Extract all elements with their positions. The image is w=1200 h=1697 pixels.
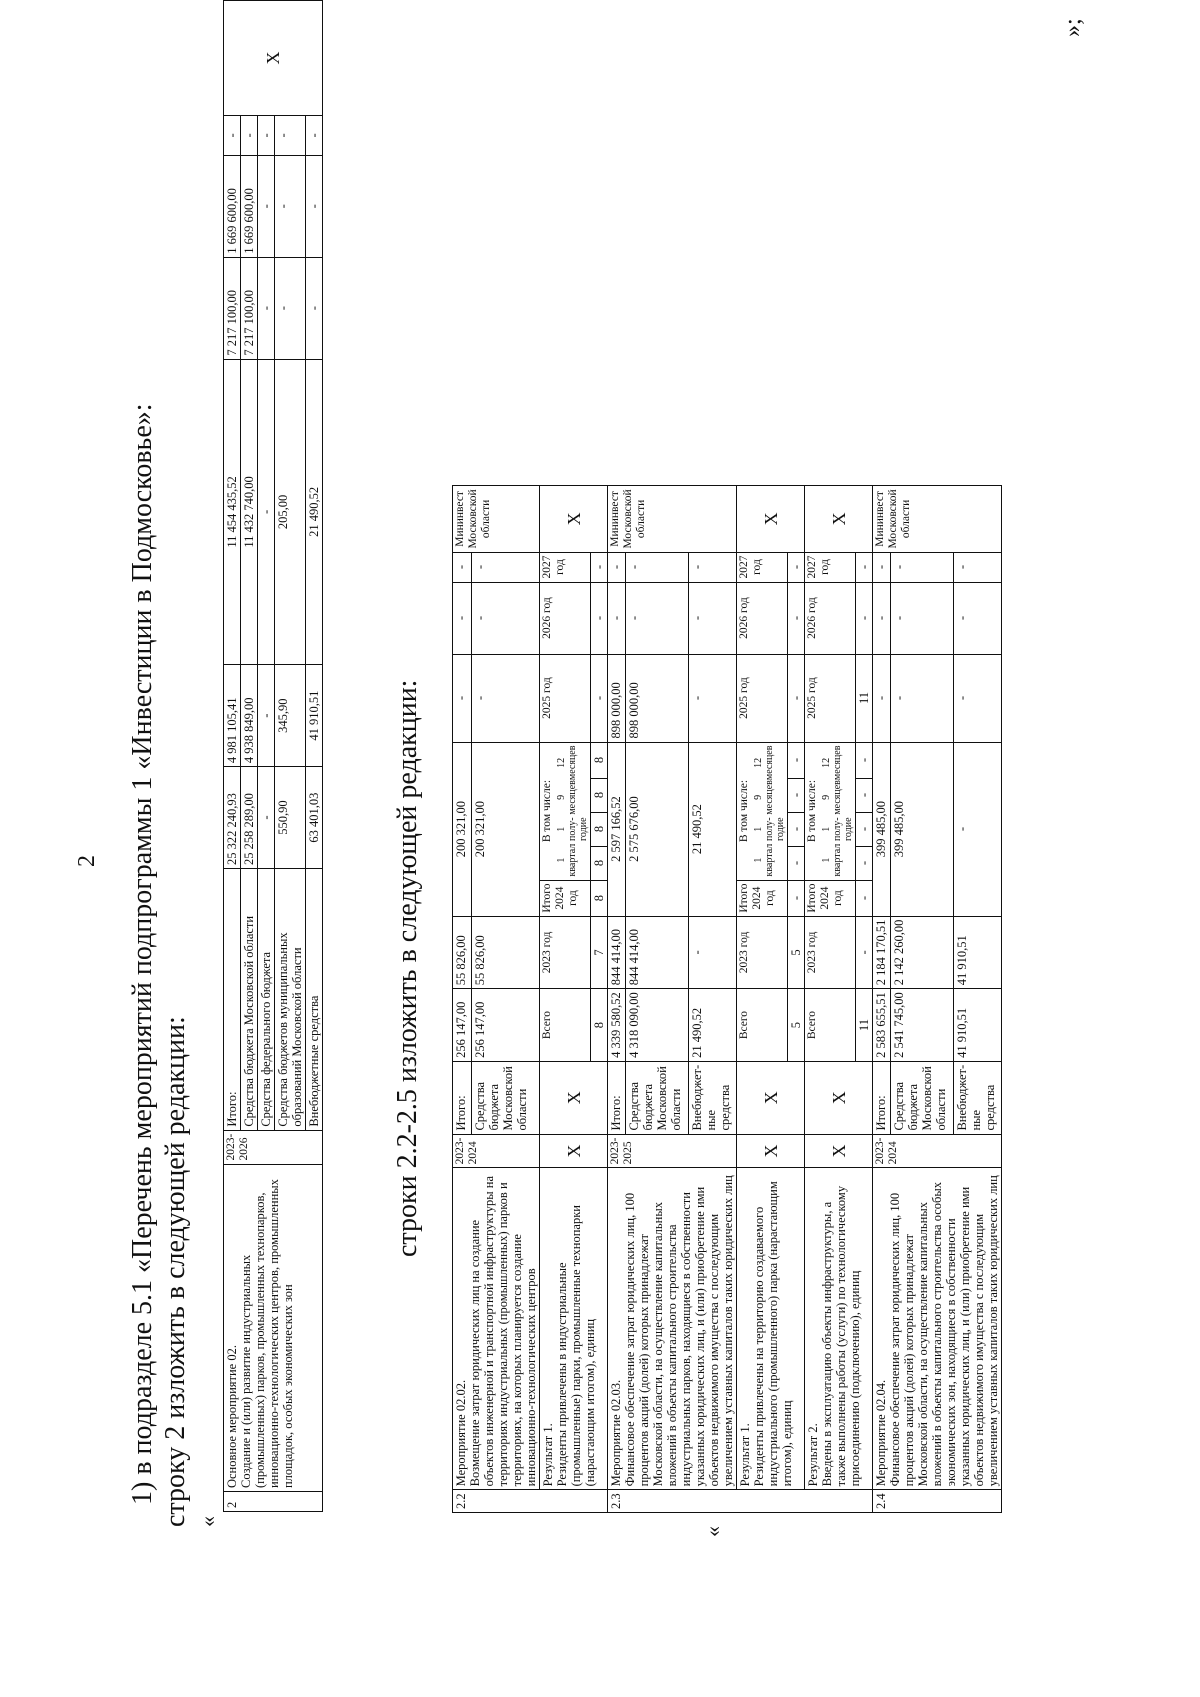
cell-total: 256 147,00 bbox=[453, 989, 472, 1062]
x-mark: Х bbox=[805, 486, 873, 552]
cell-total: 21 490,52 bbox=[689, 989, 737, 1062]
header-incl-label: В том числе: bbox=[806, 779, 818, 843]
result-2027: - bbox=[856, 552, 873, 582]
cell-2023: 2 142 260,00 bbox=[891, 916, 954, 989]
x-mark: Х bbox=[737, 1061, 805, 1134]
x-mark: Х bbox=[540, 486, 608, 552]
executor: Мининвест Московской области bbox=[608, 486, 737, 552]
cell-2026: 1 669 600,00 bbox=[224, 155, 241, 257]
cell-2027: - bbox=[689, 552, 737, 582]
header-total: Всего bbox=[737, 989, 788, 1062]
result-9m: - bbox=[856, 778, 873, 812]
cell-total: 25 322 240,93 bbox=[224, 767, 241, 869]
header-incl bbox=[540, 742, 591, 880]
cell-total: 4 318 090,00 bbox=[626, 989, 689, 1062]
cell-2024: 205,00 bbox=[275, 359, 306, 665]
heading-2: строки 2.2-2.5 изложить в следующей редакции: bbox=[392, 679, 423, 1257]
header-2025: 2025 год bbox=[737, 654, 788, 742]
row-number: 2.3 bbox=[608, 1490, 873, 1513]
result-2027: - bbox=[788, 552, 805, 582]
result-2027: - bbox=[591, 552, 608, 582]
header-q1: 1 квартал bbox=[556, 843, 578, 877]
header-9m: 9 месяцев bbox=[556, 780, 578, 815]
cell-2026: - bbox=[472, 582, 540, 654]
result-2025: - bbox=[788, 654, 805, 742]
cell-2024: 11 454 435,52 bbox=[224, 359, 241, 665]
cell-2023: 55 826,00 bbox=[453, 916, 472, 989]
header-2026: 2026 год bbox=[805, 582, 856, 654]
cell-2025: - bbox=[472, 654, 540, 742]
result-q1: - bbox=[788, 846, 805, 880]
result-total: 11 bbox=[856, 989, 873, 1062]
cell-2027: - bbox=[275, 115, 306, 155]
header-total: Всего bbox=[805, 989, 856, 1062]
header-itogo-2024: Итого 2024 год bbox=[737, 880, 788, 916]
x-mark: Х bbox=[737, 486, 805, 552]
measure-name: Основное мероприятие 02. Создание и (или) развитие индустриальных (промышленных) парков, промышленных технопарков, инновационно-технологических центров, промышленных площадок, особых экономических зон bbox=[224, 1164, 323, 1492]
close-quote: »; bbox=[1060, 18, 1086, 37]
cell-2025: 7 217 100,00 bbox=[241, 257, 258, 359]
cell-total: 4 339 580,52 bbox=[608, 989, 626, 1062]
cell-2025: 898 000,00 bbox=[608, 654, 626, 742]
cell-2027: - bbox=[873, 552, 891, 582]
header-12m: 12 месяцев bbox=[556, 745, 578, 781]
header-2026: 2026 год bbox=[540, 582, 591, 654]
cell-2023: 345,90 bbox=[275, 665, 306, 767]
header-q1: 1 квартал bbox=[753, 843, 775, 877]
cell-total: 63 401,03 bbox=[306, 767, 323, 869]
cell-2027: - bbox=[608, 552, 626, 582]
result-9m: 8 bbox=[591, 778, 608, 812]
cell-2026: - bbox=[608, 582, 626, 654]
table-row-2 bbox=[223, 0, 323, 1512]
cell-2024: 11 432 740,00 bbox=[241, 359, 258, 665]
result-name: Результат 1. Резиденты привлечены в индустриальные (промышленные) парки, промышленные технопарки (нарастающим итогом), единиц bbox=[540, 1168, 608, 1490]
source: Средства федерального бюджета bbox=[258, 869, 275, 1131]
cell-2023: 41 910,51 bbox=[954, 916, 1002, 989]
source: Внебюджетные средства bbox=[306, 869, 323, 1131]
header-2027: 2027 год bbox=[737, 552, 788, 582]
result-2024: - bbox=[856, 880, 873, 916]
row-number: 2.2 bbox=[453, 1490, 608, 1513]
cell-total: 25 258 289,00 bbox=[241, 767, 258, 869]
cell-2025: - bbox=[954, 654, 1002, 742]
open-quote-2: « bbox=[700, 1526, 725, 1537]
cell-2027: - bbox=[306, 115, 323, 155]
header-q1: 1 квартал bbox=[821, 843, 843, 877]
x-mark: Х bbox=[540, 1061, 608, 1134]
result-name: Результат 1. Резиденты привлечены на территорию создаваемого индустриального (промышленного) парка (нарастающим итогом), единиц bbox=[737, 1168, 805, 1490]
result-9m: - bbox=[788, 778, 805, 812]
source: Итого: bbox=[608, 1061, 626, 1134]
cell-2026: - bbox=[891, 582, 954, 654]
cell-2026: - bbox=[954, 582, 1002, 654]
result-2025: - bbox=[591, 654, 608, 742]
cell-total: - bbox=[258, 767, 275, 869]
cell-2023: - bbox=[258, 665, 275, 767]
header-h1: 1 полу-годие bbox=[821, 817, 854, 841]
header-incl bbox=[737, 742, 788, 880]
period: 2023-2024 bbox=[453, 1134, 540, 1168]
result-h1: 8 bbox=[591, 812, 608, 846]
result-2026: - bbox=[591, 582, 608, 654]
cell-2023: 844 414,00 bbox=[608, 916, 626, 989]
cell-2027: - bbox=[258, 115, 275, 155]
measure-name: Мероприятие 02.04. Финансовое обеспечение затрат юридических лиц, 100 процентов акций (долей) которых принадлежат Московской области, на осуществление капитальных вложений в объекты капитального строительства особых экономических зон, находящиеся в собственности указанных юридических лиц, и (или) приобретение ими объектов недвижимого имущества с последующим увеличением уставных капиталов таких юридических лиц bbox=[873, 1168, 1002, 1490]
header-12m: 12 месяцев bbox=[753, 745, 775, 781]
cell-2023: 55 826,00 bbox=[472, 916, 540, 989]
header-2025: 2025 год bbox=[540, 654, 591, 742]
result-2023: 7 bbox=[591, 916, 608, 989]
result-2023: 5 bbox=[788, 916, 805, 989]
row-number: 2.4 bbox=[873, 1490, 1002, 1513]
cell-2026: - bbox=[275, 155, 306, 257]
cell-2023: 41 910,51 bbox=[306, 665, 323, 767]
source: Средства бюджетов муниципальных образований Московской области bbox=[275, 869, 306, 1131]
cell-2026: - bbox=[873, 582, 891, 654]
result-12m: - bbox=[788, 742, 805, 778]
header-incl-label: В том числе: bbox=[738, 779, 750, 843]
cell-2024: 399 485,00 bbox=[891, 742, 954, 916]
cell-2023: 2 184 170,51 bbox=[873, 916, 891, 989]
measure-name: Мероприятие 02.03. Финансовое обеспечение затрат юридических лиц, 100 процентов акций (долей) которых принадлежат Московской области, на осуществление капитальных вложений в объекты капитального строительства индустриальных парков, находящиеся в собственности указанных юридических лиц, и (или) приобретение ими объектов недвижимого имущества с последующим увеличением уставных капиталов таких юридических лиц bbox=[608, 1168, 737, 1490]
cell-total: 2 583 655,51 bbox=[873, 989, 891, 1062]
cell-2025: - bbox=[873, 654, 891, 742]
cell-2025: - bbox=[453, 654, 472, 742]
header-2023: 2023 год bbox=[737, 916, 788, 989]
open-quote-1: « bbox=[195, 1516, 220, 1527]
cell-2026: - bbox=[689, 582, 737, 654]
result-h1: - bbox=[788, 812, 805, 846]
header-2023: 2023 год bbox=[540, 916, 591, 989]
period: 2023-2026 bbox=[224, 1130, 323, 1164]
source: Итого: bbox=[453, 1061, 472, 1134]
cell-2026: - bbox=[453, 582, 472, 654]
header-9m: 9 месяцев bbox=[753, 780, 775, 815]
executor: Мининвест Московской области bbox=[873, 486, 1002, 552]
source: Средства бюджета Московской области bbox=[891, 1061, 954, 1134]
measure-name: Мероприятие 02.02. Возмещение затрат юридических лиц на создание объектов инженерной и транспортной инфраструктуры на территориях индустриальных (промышленных) парков и территориях, на которых планируется создание инновационно-технологических центров bbox=[453, 1168, 540, 1490]
result-12m: 8 bbox=[591, 742, 608, 778]
cell-2024: 21 490,52 bbox=[689, 742, 737, 916]
cell-2025: - bbox=[689, 654, 737, 742]
page-number: 2 bbox=[74, 855, 100, 867]
cell-2027: - bbox=[472, 552, 540, 582]
result-12m: - bbox=[856, 742, 873, 778]
cell-2027: - bbox=[954, 552, 1002, 582]
x-mark: Х bbox=[805, 1061, 873, 1134]
result-2026: - bbox=[788, 582, 805, 654]
cell-2023: 844 414,00 bbox=[626, 916, 689, 989]
cell-2023: - bbox=[689, 916, 737, 989]
x-mark: Х bbox=[540, 1134, 608, 1168]
period: 2023-2024 bbox=[873, 1134, 1002, 1168]
cell-total: 550,90 bbox=[275, 767, 306, 869]
cell-2027: - bbox=[891, 552, 954, 582]
cell-2025: - bbox=[306, 257, 323, 359]
result-2023: - bbox=[856, 916, 873, 989]
cell-2024: - bbox=[258, 359, 275, 665]
header-2027: 2027 год bbox=[805, 552, 856, 582]
cell-2025: - bbox=[891, 654, 954, 742]
period: 2023-2025 bbox=[608, 1134, 737, 1168]
cell-2024: 200 321,00 bbox=[453, 742, 472, 916]
result-q1: - bbox=[856, 846, 873, 880]
result-2024: 8 bbox=[591, 880, 608, 916]
cell-2025: 898 000,00 bbox=[626, 654, 689, 742]
cell-total: 41 910,51 bbox=[954, 989, 1002, 1062]
header-h1: 1 полу-годие bbox=[753, 817, 786, 841]
cell-2024: 399 485,00 bbox=[873, 742, 891, 916]
cell-2026: - bbox=[626, 582, 689, 654]
header-h1: 1 полу-годие bbox=[556, 817, 589, 841]
result-name: Результат 2. Введены в эксплуатацию объекты инфраструктуры, а также выполнены работы (услуги) по технологическому присоединению (подключению), единиц bbox=[805, 1168, 873, 1490]
source: Итого: bbox=[224, 869, 241, 1131]
result-2024: - bbox=[788, 880, 805, 916]
result-2026: - bbox=[856, 582, 873, 654]
header-2026: 2026 год bbox=[737, 582, 788, 654]
result-h1: - bbox=[856, 812, 873, 846]
cell-2026: - bbox=[258, 155, 275, 257]
header-incl bbox=[805, 742, 856, 880]
cell-2025: - bbox=[258, 257, 275, 359]
header-12m: 12 месяцев bbox=[821, 745, 843, 781]
source: Средства бюджета Московской области bbox=[241, 869, 258, 1131]
cell-2026: 1 669 600,00 bbox=[241, 155, 258, 257]
header-2025: 2025 год bbox=[805, 654, 856, 742]
cell-2027: - bbox=[241, 115, 258, 155]
header-itogo-2024: Итого 2024 год bbox=[805, 880, 856, 916]
cell-2023: 4 981 105,41 bbox=[224, 665, 241, 767]
table-rows-2-2-to-2-4 bbox=[452, 485, 1002, 1513]
heading-1-line-1: 1) в подразделе 5.1 «Перечень мероприятий подпрограммы 1 «Инвестиции в Подмосковье»: bbox=[127, 403, 158, 1505]
cell-2024: 2 575 676,00 bbox=[626, 742, 689, 916]
cell-2025: - bbox=[275, 257, 306, 359]
result-2025: 11 bbox=[856, 654, 873, 742]
cell-2024: 200 321,00 bbox=[472, 742, 540, 916]
executor: Мининвест Московской области bbox=[453, 486, 540, 552]
cell-2027: - bbox=[224, 115, 241, 155]
cell-2024: 21 490,52 bbox=[306, 359, 323, 665]
header-incl-label: В том числе: bbox=[541, 779, 553, 843]
cell-total: 256 147,00 bbox=[472, 989, 540, 1062]
x-mark: Х bbox=[805, 1134, 873, 1168]
cell-2025: 7 217 100,00 bbox=[224, 257, 241, 359]
header-2023: 2023 год bbox=[805, 916, 856, 989]
cell-2027: - bbox=[626, 552, 689, 582]
cell-2023: 4 938 849,00 bbox=[241, 665, 258, 767]
result-total: 8 bbox=[591, 989, 608, 1062]
x-mark: Х bbox=[737, 1134, 805, 1168]
header-2027: 2027 год bbox=[540, 552, 591, 582]
result-total: 5 bbox=[788, 989, 805, 1062]
source: Внебюджет-ные средства bbox=[689, 1061, 737, 1134]
heading-1-line-2: строку 2 изложить в следующей редакции: bbox=[160, 1016, 191, 1527]
source: Средства бюджета Московской области bbox=[472, 1061, 540, 1134]
cell-2026: - bbox=[306, 155, 323, 257]
header-9m: 9 месяцев bbox=[821, 780, 843, 815]
header-total: Всего bbox=[540, 989, 591, 1062]
cell-2027: - bbox=[453, 552, 472, 582]
x-mark: Х bbox=[224, 1, 323, 116]
cell-total: 2 541 745,00 bbox=[891, 989, 954, 1062]
source: Внебюджет-ные средства bbox=[954, 1061, 1002, 1134]
heading-1 bbox=[126, 205, 192, 1527]
result-q1: 8 bbox=[591, 846, 608, 880]
row-number: 2 bbox=[224, 1492, 323, 1512]
source: Итого: bbox=[873, 1061, 891, 1134]
cell-2024: - bbox=[954, 742, 1002, 916]
header-itogo-2024: Итого 2024 год bbox=[540, 880, 591, 916]
cell-2024: 2 597 166,52 bbox=[608, 742, 626, 916]
source: Средства бюджета Московской области bbox=[626, 1061, 689, 1134]
